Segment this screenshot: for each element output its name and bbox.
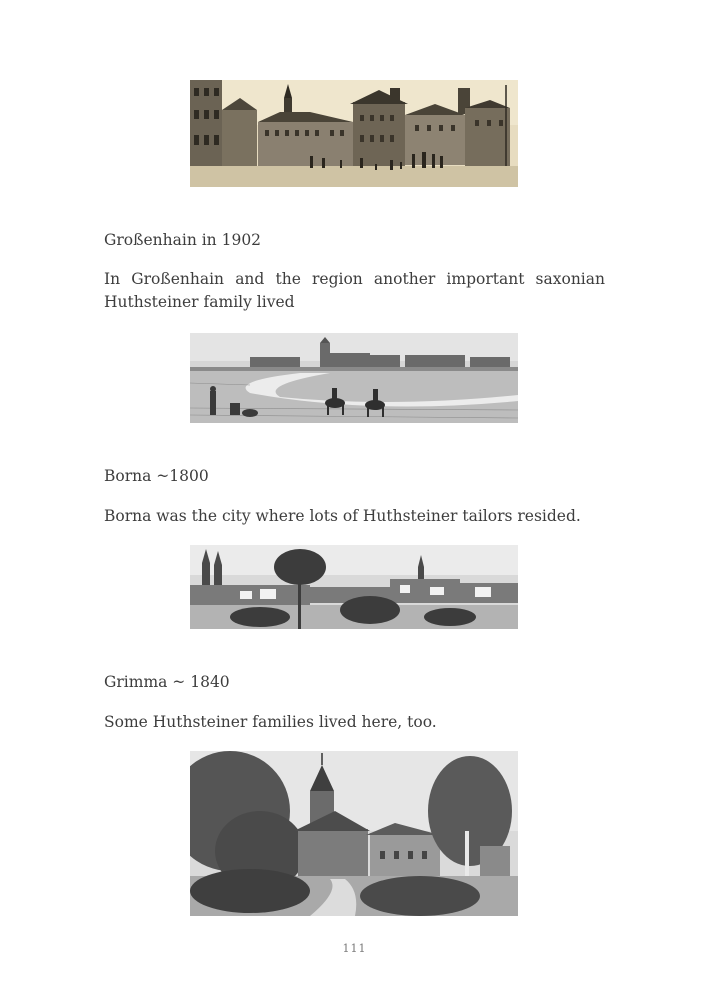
paragraph-grossenhain: In Großenhain and the region another important saxonian Huthsteiner family lived <box>104 270 605 311</box>
grimma-panorama <box>190 545 518 629</box>
caption-grossenhain: Großenhain in 1902 <box>104 231 262 249</box>
paragraph-borna: Borna was the city where lots of Huthsteiner tailors resided. <box>104 507 581 525</box>
grossenhain-photo <box>190 80 518 187</box>
church-village-engraving <box>190 751 518 916</box>
caption-grimma: Grimma ~ 1840 <box>104 673 230 691</box>
paragraph-grimma: Some Huthsteiner families lived here, too. <box>104 713 437 731</box>
caption-borna: Borna ~1800 <box>104 467 209 485</box>
borna-engraving <box>190 333 518 423</box>
page-number: 111 <box>342 942 367 955</box>
